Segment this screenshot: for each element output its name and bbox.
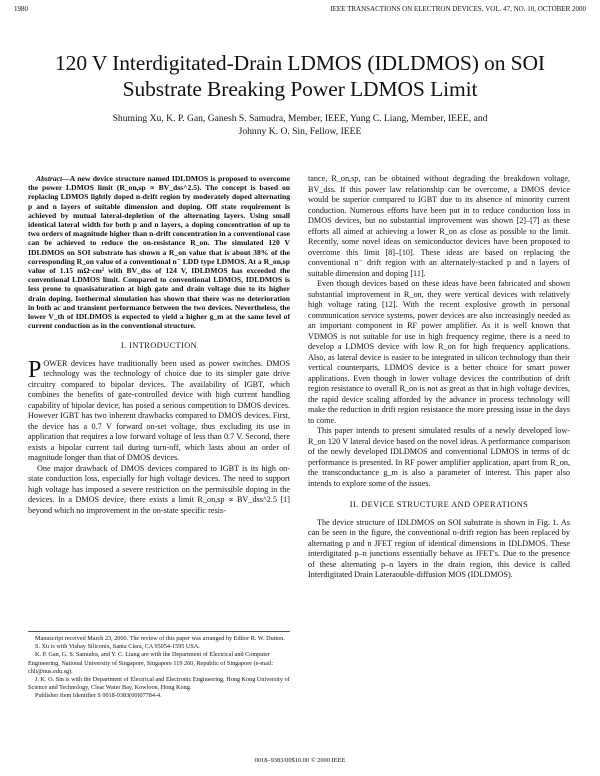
intro-paragraph-1-text: OWER devices have traditionally been used as power switches. DMOS technology was the technology of choice due to its simpler gate drive circuitry compared to bipolar devices. The availability of IGBT, which combines the benefits of gate-controlled device with high current handling capability of bipolar device, has posed a serious competition to DMOS devices. However IGBT has two inherent drawbacks compared to DMOS devices. First, the device has a 0.7 V forward on-set voltage, thus excluding its use in application that requires a low forward voltage of less than 0.7 V. Second, there exists a bipolar current tail during turn-off, which lasts about an order of magnitude longer than that of DMOS devices. [28,358,290,463]
intro-paragraph-2: One major drawback of DMOS devices compared to IGBT is its high on-state conduction loss, especially for high voltage devices. The need to support high voltage has imposed a severe restriction on the permissible doping in the devices. In a DMOS device, there exists a limit R_on,sp ∝ BV_dss^2.5 [1] beyond which no improvement in the on-state specific resis- [28,463,290,515]
author-line-1: Shuming Xu, K. P. Gan, Ganesh S. Samudra, Member, IEEE, Yung C. Liang, Member, IEEE, and [112,113,488,124]
structure-paragraph-1: The device structure of IDLDMOS on SOI substrate is shown in Fig. 1. As can be seen in the figure, the conventional n-drift region has been replaced by alternating p and n JFET region of identical dimensions in IDLDMOS. These interdigitated p–n junctions essentially behave as JFET's. Due to the presence of these alternating p–n layers in the drain region, this device is called Interdigitated Drain Lateraouble-diffusion MOS (IDLDMOS). [308,517,570,579]
right-column [308,174,570,581]
section-heading-device-structure: II. DEVICE STRUCTURE AND OPERATIONS [349,500,529,509]
abstract-label: Abstract— [36,174,70,183]
right-paragraph-1: tance, R_on,sp, can be obtained without degrading the breakdown voltage, BV_dss. If this power law relationship can be overcome, a DMOS device would be superior compared to IGBT due to its absence of minority current conduction. Numerous efforts have been put in to reduce conduction loss in DMOS devices, but no substantial improvement was shown [2]–[7] as these efforts all aimed at achieving a lower R_on as close as possible to the limit. Recently, some novel ideas on semiconductor devices have been proposed to overcome this limit [8]–[10]. These ideas are based on replacing the conventional n⁻ drift region with an alternately-stacked p and n layers of suitable dimension and doping [11]. [308,174,570,278]
drop-cap: P [28,356,42,383]
section-heading-introduction: I. INTRODUCTION [120,341,198,351]
footnote-xu: S. Xu is with Vishay Siliconix, Santa Clara, CA 95054-1595 USA. [35,643,200,651]
footnotes [28,631,290,701]
page-number: 1980 [14,5,28,13]
footnote-gan: K. P. Gan, G. S. Samudra, and Y. C. Liang are with the Department of Electrical and Computer Engineering, National University of Singapore, Singapore 119 260, Republic of Singapore (e-mail: chli@nus.edu.sg). [28,651,274,675]
author-line-2: Johnny K. O. Sin, Fellow, IEEE [238,126,362,137]
paper-title: 120 V Interdigitated-Drain LDMOS (IDLDMOS) on SOI Substrate Breaking Power LDMOS Limit [55,51,545,101]
right-paragraph-3: This paper intends to present simulated results of a newly developed low-R_on 120 V lateral device based on the novel ideas. A performance comparison of the newly developed IDLDMOS and conventional LDMOS in terms of dc performance is presented. In RF power amplifier application, apart from R_on, the transconductance g_m is also a parameter of interest. This paper also intends to explore some of the issues. [308,426,570,488]
footnote-pii: Publisher Item Identifier S 0018-9383(00)07784-4. [35,692,162,700]
author-list [20,112,580,138]
abstract-text: A new device structure named IDLDMOS is proposed to overcome the power LDMOS limit (R_on,sp ∝ BV_dss^2.5). The concept is based on replacing LDMOS lightly doped n-drift region by moderately doped alternating p and n layers of suitable dimension and doping. Off state requirement is achieved by mutual lateral-depletion of the alternating layers. Using small identical lateral width for both p and n layers, a doping concentration of up to two orders of magnitude higher than n-drift concentration in a conventional case can be achieved to reduce the on-resistance R_on. The simulated 120 V IDLDMOS on SOI substrate has shown a R_on value that is about 38% of the corresponding R_on value of a conventional n⁻ LDD type LDMOS. At a R_on,sp value of 1.15 mΩ·cm² with BV_dss of 124 V, IDLDMOS has exceeded the conventional LDMOS limit. Compared to conventional LDMOS, IDLDMOS is less prone to quasisaturation at high gate and drain voltage due to its higher drain doping. Isothermal simulation has shown that there was no deterioration in both ac and transient performance between the two devices. Nevertheless, the lower V_th of IDLDMOS is expected to yield a higher g_m at the same level of current conduction as in the conventional structure. [28,174,290,331]
intro-paragraph-1 [28,356,290,464]
journal-header: IEEE TRANSACTIONS ON ELECTRON DEVICES, VOL. 47, NO. 10, OCTOBER 2000 [330,5,586,13]
right-paragraph-2: Even though devices based on these ideas have been fabricated and shown substantial improvement in R_on, they were vertical devices with relatively high voltage rating [12]. With the recent explosive growth in personal communication service systems, power devices are also increasingly needed as an important component in RF power amplifier. As it is well known that VDMOS is not suitable for use in high frequency regime, there is a need to develop a LDMOS device with low R_on for high frequency applications. Also, as lateral device is easier to be integrated in silicon technology than their vertical counterparts, LDMOS device is a better choice for smart power applications. Even though in lower voltage devices the contribution of drift region resistance to overall R_on is not as great as that in high voltage devices, the rapid device scaling afforded by the advance in process technology will make the reduction in drift region resistance the more pressing issue in the days to come. [308,279,570,425]
footnote-received: Manuscript received March 23, 2000. The review of this paper was arranged by Editor R. W. Dutton. [35,635,285,642]
left-column [28,174,290,516]
footnote-sin: J. K. O. Sin is with the Department of Electrical and Electronic Engineering, Hong Kong University of Science and Technology, Clear Water Bay, Kowloon, Hong Kong. [28,676,290,692]
copyright-footer: 0018–9383/00$10.00 © 2000 IEEE [254,757,346,764]
abstract [28,174,290,330]
